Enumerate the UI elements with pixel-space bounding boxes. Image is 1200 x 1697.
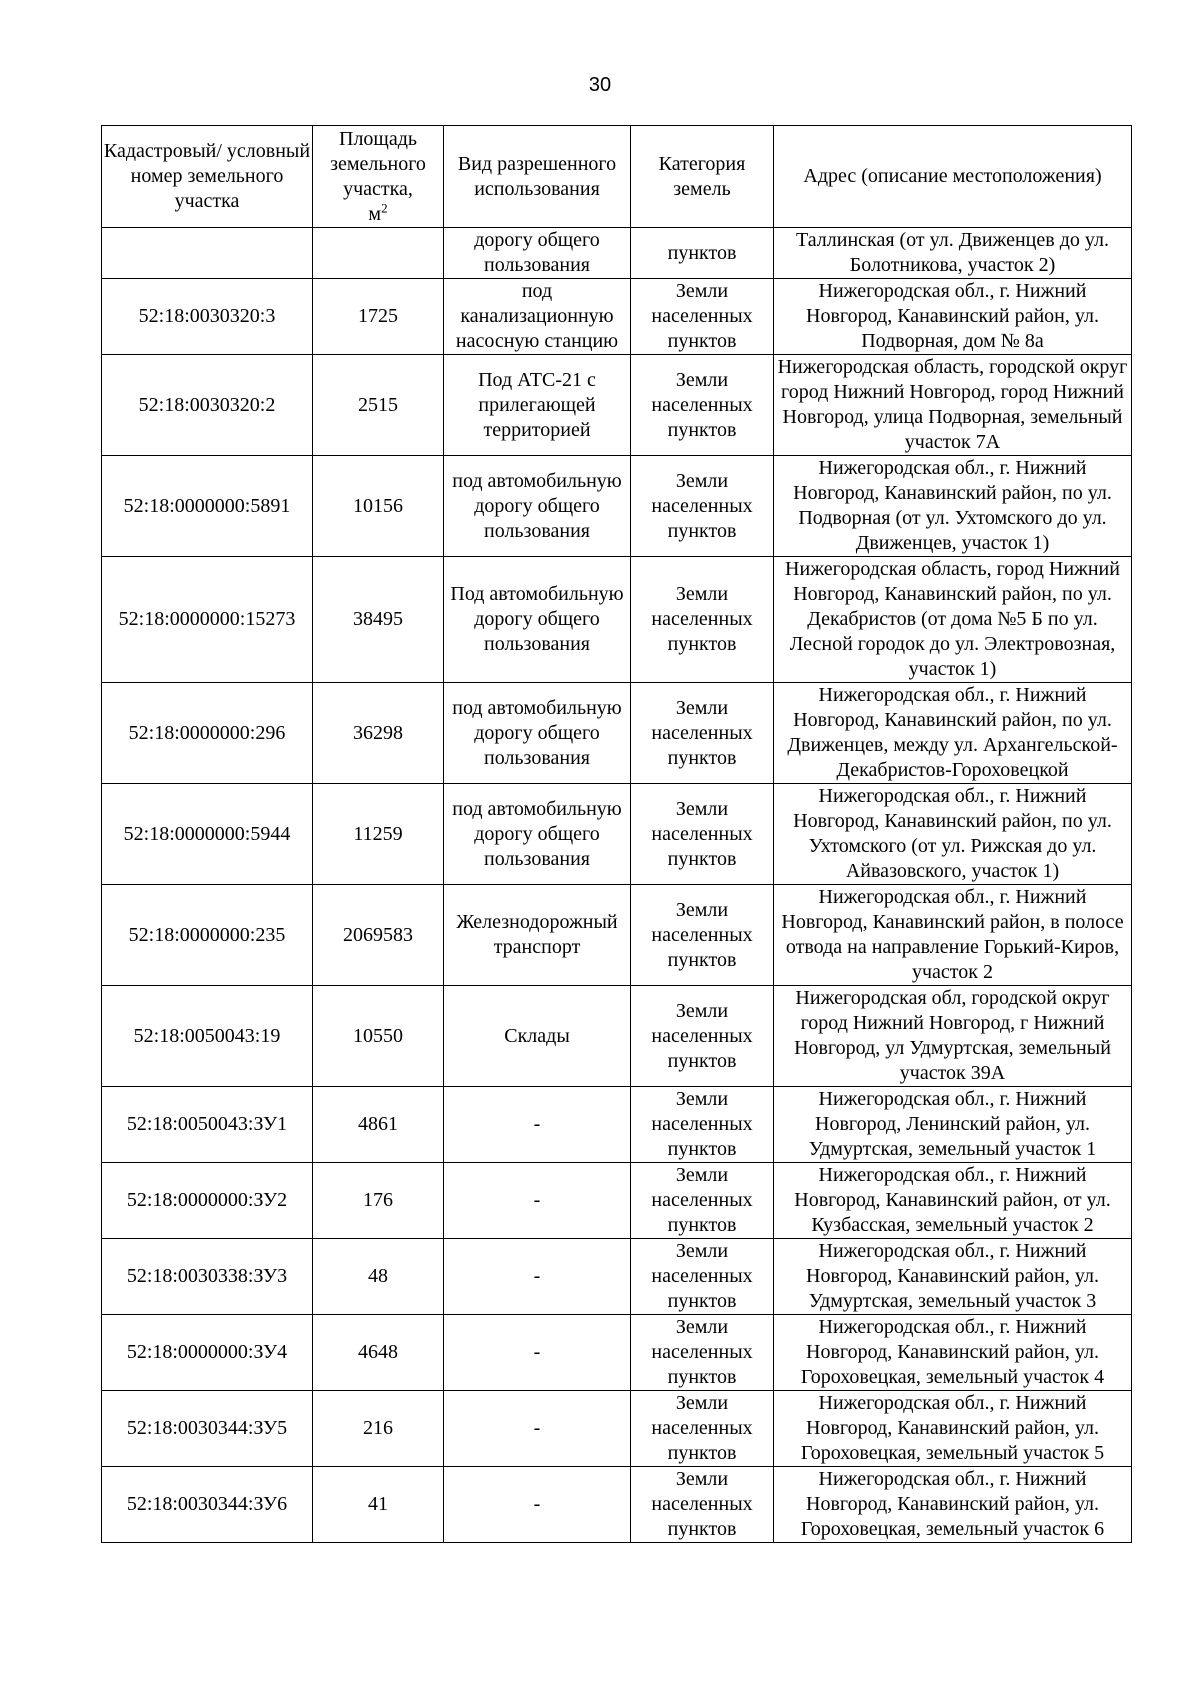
cell-area: 216 bbox=[313, 1391, 444, 1467]
cell-land-category: Земли населенных пунктов bbox=[631, 1315, 774, 1391]
cell-permitted-use: - bbox=[444, 1467, 631, 1543]
header-area bbox=[313, 126, 444, 228]
cell-address: Нижегородская обл, городской округ город Нижний Новгород, г Нижний Новгород, ул Удмуртская, земельный участок 39А bbox=[774, 986, 1132, 1087]
cell-cadastral-number: 52:18:0000000:235 bbox=[102, 885, 313, 986]
cell-cadastral-number: 52:18:0050043:19 bbox=[102, 986, 313, 1087]
cell-land-category: Земли населенных пунктов bbox=[631, 1391, 774, 1467]
cell-address: Нижегородская область, городской округ город Нижний Новгород, город Нижний Новгород, улица Подворная, земельный участок 7А bbox=[774, 355, 1132, 456]
cell-area: 11259 bbox=[313, 784, 444, 885]
cell-area: 176 bbox=[313, 1163, 444, 1239]
table-row bbox=[102, 1391, 1132, 1467]
cell-address: Нижегородская обл., г. Нижний Новгород, Канавинский район, по ул. Движенцев, между ул. Архангельской-Декабристов-Гороховецкой bbox=[774, 683, 1132, 784]
cell-land-category: пунктов bbox=[631, 228, 774, 279]
table-row bbox=[102, 355, 1132, 456]
cell-permitted-use: - bbox=[444, 1239, 631, 1315]
cell-cadastral-number: 52:18:0030344:ЗУ5 bbox=[102, 1391, 313, 1467]
cell-cadastral-number: 52:18:0030320:3 bbox=[102, 279, 313, 355]
table-row bbox=[102, 1163, 1132, 1239]
cell-area: 4648 bbox=[313, 1315, 444, 1391]
cell-land-category: Земли населенных пунктов bbox=[631, 1467, 774, 1543]
header-permitted-use: Вид разрешенного использования bbox=[444, 126, 631, 228]
table-header-row bbox=[102, 126, 1132, 228]
cell-address: Нижегородская обл., г. Нижний Новгород, Канавинский район, по ул. Подворная (от ул. Ухтомского до ул. Движенцев, участок 1) bbox=[774, 456, 1132, 557]
cell-area: 38495 bbox=[313, 557, 444, 683]
page-number: 30 bbox=[588, 74, 612, 96]
cell-permitted-use: под автомобильную дорогу общего пользования bbox=[444, 784, 631, 885]
header-address: Адрес (описание местоположения) bbox=[774, 126, 1132, 228]
cell-address: Нижегородская обл., г. Нижний Новгород, Канавинский район, ул. Подворная, дом № 8а bbox=[774, 279, 1132, 355]
cell-land-category: Земли населенных пунктов bbox=[631, 885, 774, 986]
cell-permitted-use: под автомобильную дорогу общего пользования bbox=[444, 456, 631, 557]
cell-land-category: Земли населенных пунктов bbox=[631, 557, 774, 683]
cell-area: 36298 bbox=[313, 683, 444, 784]
cell-land-category: Земли населенных пунктов bbox=[631, 279, 774, 355]
header-area-unit: м bbox=[368, 202, 382, 225]
cell-cadastral-number: 52:18:0000000:296 bbox=[102, 683, 313, 784]
cell-address: Нижегородская обл., г. Нижний Новгород, Канавинский район, ул. Гороховецкая, земельный участок 4 bbox=[774, 1315, 1132, 1391]
cell-land-category: Земли населенных пунктов bbox=[631, 1087, 774, 1163]
cell-address: Таллинская (от ул. Движенцев до ул. Болотникова, участок 2) bbox=[774, 228, 1132, 279]
cell-area: 10156 bbox=[313, 456, 444, 557]
cell-address: Нижегородская обл., г. Нижний Новгород, Канавинский район, по ул. Ухтомского (от ул. Рижская до ул. Айвазовского, участок 1) bbox=[774, 784, 1132, 885]
cell-area bbox=[313, 228, 444, 279]
cell-permitted-use: - bbox=[444, 1163, 631, 1239]
header-area-label: Площадь земельного участка, bbox=[330, 127, 426, 200]
cell-address: Нижегородская обл., г. Нижний Новгород, Канавинский район, ул. Удмуртская, земельный участок 3 bbox=[774, 1239, 1132, 1315]
table-row bbox=[102, 1239, 1132, 1315]
cell-land-category: Земли населенных пунктов bbox=[631, 683, 774, 784]
header-area-unit-exponent: 2 bbox=[381, 199, 388, 215]
cell-cadastral-number: 52:18:0030338:ЗУ3 bbox=[102, 1239, 313, 1315]
cell-permitted-use: - bbox=[444, 1315, 631, 1391]
cell-address: Нижегородская обл., г. Нижний Новгород, Канавинский район, от ул. Кузбасская, земельный участок 2 bbox=[774, 1163, 1132, 1239]
cell-permitted-use: Под автомобильную дорогу общего пользования bbox=[444, 557, 631, 683]
cell-area: 1725 bbox=[313, 279, 444, 355]
cell-cadastral-number: 52:18:0050043:ЗУ1 bbox=[102, 1087, 313, 1163]
table-row bbox=[102, 279, 1132, 355]
cell-cadastral-number: 52:18:0000000:15273 bbox=[102, 557, 313, 683]
table-row bbox=[102, 456, 1132, 557]
table-row bbox=[102, 1315, 1132, 1391]
table-row bbox=[102, 683, 1132, 784]
cell-address: Нижегородская обл., г. Нижний Новгород, Канавинский район, ул. Гороховецкая, земельный участок 6 bbox=[774, 1467, 1132, 1543]
cell-area: 2069583 bbox=[313, 885, 444, 986]
cell-cadastral-number: 52:18:0000000:5944 bbox=[102, 784, 313, 885]
cell-permitted-use: Склады bbox=[444, 986, 631, 1087]
cell-area: 2515 bbox=[313, 355, 444, 456]
cell-area: 41 bbox=[313, 1467, 444, 1543]
cell-land-category: Земли населенных пунктов bbox=[631, 784, 774, 885]
cell-land-category: Земли населенных пунктов bbox=[631, 986, 774, 1087]
cell-permitted-use: - bbox=[444, 1391, 631, 1467]
cell-permitted-use: под автомобильную дорогу общего пользования bbox=[444, 683, 631, 784]
land-plots-table bbox=[101, 125, 1132, 1543]
cell-cadastral-number: 52:18:0000000:ЗУ4 bbox=[102, 1315, 313, 1391]
header-cadastral-number: Кадастровый/ условный номер земельного участка bbox=[102, 126, 313, 228]
cell-address: Нижегородская область, город Нижний Новгород, Канавинский район, по ул. Декабристов (от дома №5 Б по ул. Лесной городок до ул. Электровозная, участок 1) bbox=[774, 557, 1132, 683]
cell-area: 10550 bbox=[313, 986, 444, 1087]
cell-land-category: Земли населенных пунктов bbox=[631, 456, 774, 557]
table-row bbox=[102, 228, 1132, 279]
cell-cadastral-number: 52:18:0000000:5891 bbox=[102, 456, 313, 557]
cell-permitted-use: дорогу общего пользования bbox=[444, 228, 631, 279]
cell-cadastral-number bbox=[102, 228, 313, 279]
table-row bbox=[102, 986, 1132, 1087]
table-row bbox=[102, 1087, 1132, 1163]
cell-address: Нижегородская обл., г. Нижний Новгород, Ленинский район, ул. Удмуртская, земельный участок 1 bbox=[774, 1087, 1132, 1163]
table-row bbox=[102, 1467, 1132, 1543]
cell-area: 48 bbox=[313, 1239, 444, 1315]
cell-cadastral-number: 52:18:0030344:ЗУ6 bbox=[102, 1467, 313, 1543]
cell-cadastral-number: 52:18:0000000:ЗУ2 bbox=[102, 1163, 313, 1239]
cell-permitted-use: - bbox=[444, 1087, 631, 1163]
cell-land-category: Земли населенных пунктов bbox=[631, 355, 774, 456]
header-land-category: Категория земель bbox=[631, 126, 774, 228]
cell-permitted-use: под канализационную насосную станцию bbox=[444, 279, 631, 355]
cell-area: 4861 bbox=[313, 1087, 444, 1163]
cell-permitted-use: Под АТС-21 с прилегающей территорией bbox=[444, 355, 631, 456]
cell-address: Нижегородская обл., г. Нижний Новгород, Канавинский район, ул. Гороховецкая, земельный участок 5 bbox=[774, 1391, 1132, 1467]
table-row bbox=[102, 557, 1132, 683]
cell-cadastral-number: 52:18:0030320:2 bbox=[102, 355, 313, 456]
cell-address: Нижегородская обл., г. Нижний Новгород, Канавинский район, в полосе отвода на направление Горький-Киров, участок 2 bbox=[774, 885, 1132, 986]
cell-land-category: Земли населенных пунктов bbox=[631, 1163, 774, 1239]
cell-land-category: Земли населенных пунктов bbox=[631, 1239, 774, 1315]
cell-permitted-use: Железнодорожный транспорт bbox=[444, 885, 631, 986]
table-row bbox=[102, 784, 1132, 885]
table-row bbox=[102, 885, 1132, 986]
